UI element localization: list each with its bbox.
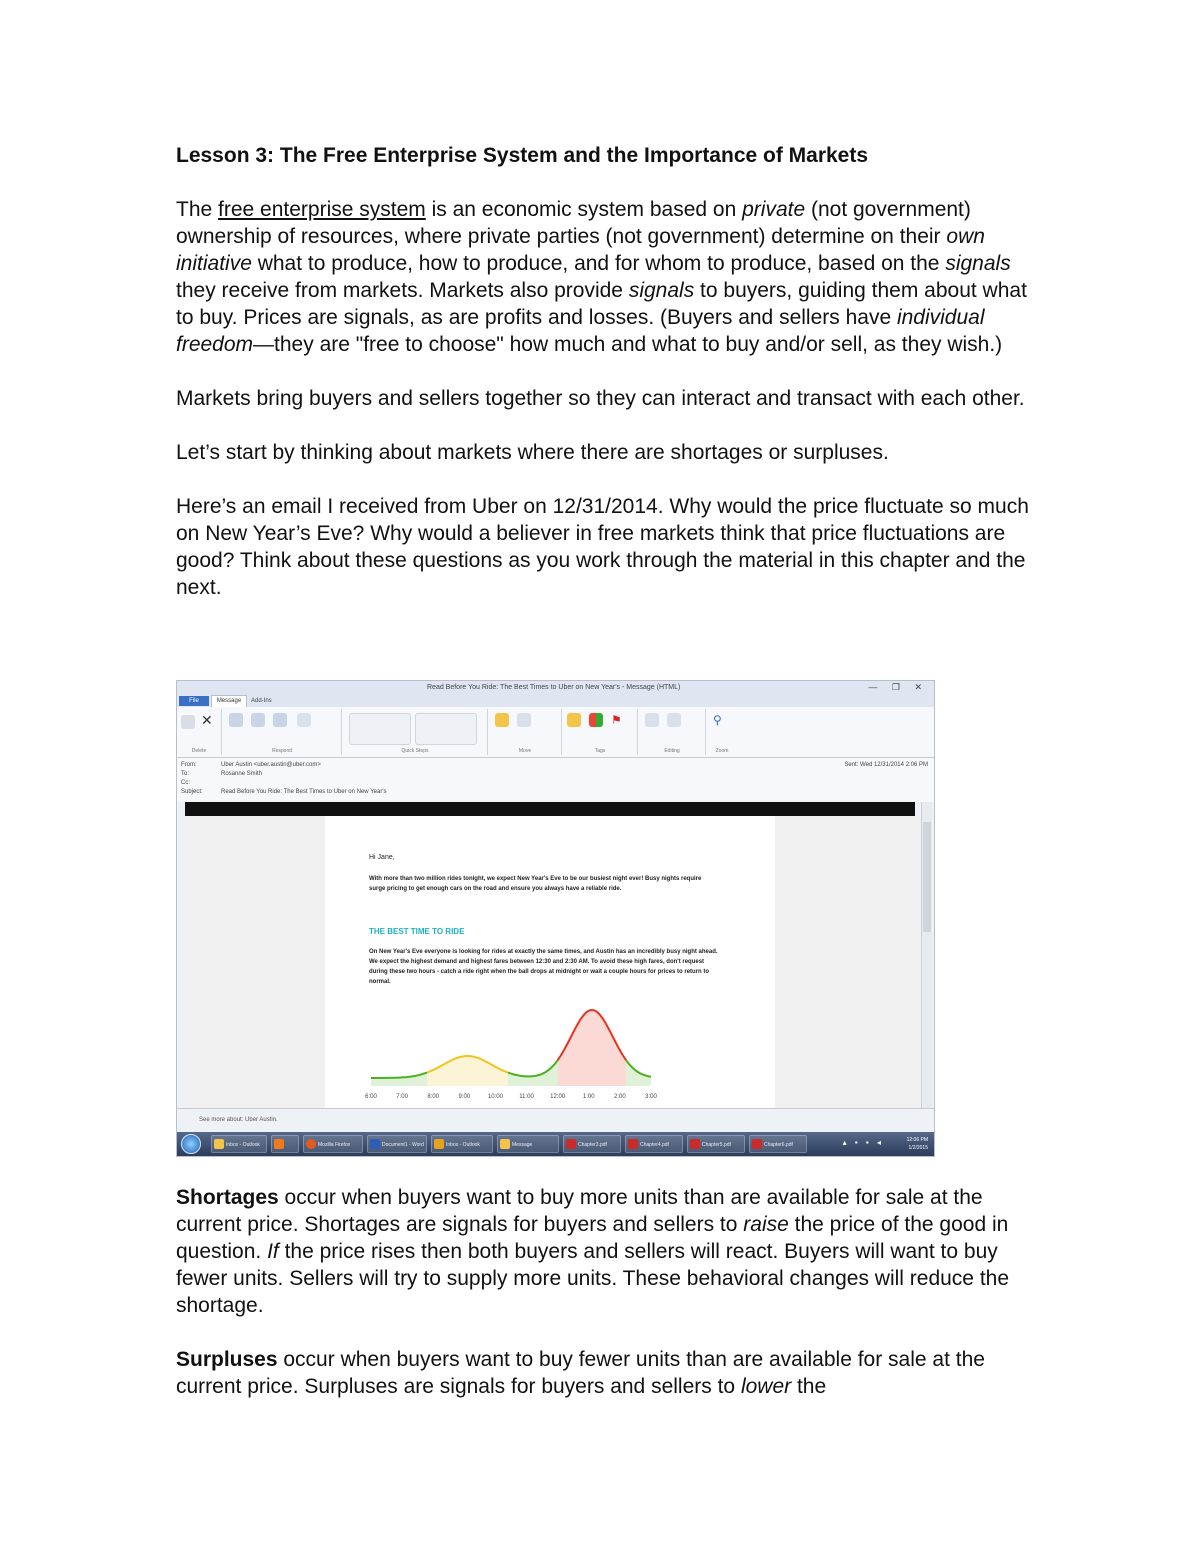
system-tray-icons[interactable]: ▴ ▪ ▪ ◂ [842, 1138, 884, 1147]
group-zoom: ⚲ Zoom [713, 713, 729, 754]
windows-taskbar [177, 1132, 934, 1156]
x-tick-label: 12:00 [550, 1094, 566, 1100]
x-tick-label: 3:00 [645, 1094, 657, 1100]
pdf-icon [690, 1139, 700, 1149]
outlook-screenshot [176, 680, 935, 1157]
media-player-icon [274, 1139, 284, 1149]
message-header: From: Uber Austin <uber.austin@uber.com> To: Rosanne Smith Cc: Subject: Read Before You Ride: The Best Times to Uber on New Year's Sent: Wed 12/31/2014 2:06 PM [177, 758, 934, 802]
window-title-bar [177, 681, 934, 695]
firefox-icon [306, 1139, 316, 1149]
email-body [325, 816, 775, 1108]
tab-add-ins[interactable]: Add-Ins [251, 698, 272, 704]
email-paragraph-2: On New Year's Eve everyone is looking for rides at exactly the same times, and Austin has an incredibly busy night ahead. We expect the highest demand and highest fares between 12:30 and 2:30 AM. To avoid these high fares, don't request during these two hours - catch a ride right when the ball drops at midnight or wait a couple hours for prices to return to normal. [369, 949, 718, 985]
quick-steps-gallery-2[interactable] [415, 713, 477, 745]
paragraph-uber-email: Here’s an email I received from Uber on 12/31/2014. Why would the price fluctuate so much on New Year’s Eve? Why would a believer in free markets think that price fluctuations are good? Think about these questions as you work through the material in this chapter and the next. [176, 495, 1029, 599]
tab-file[interactable]: File [179, 696, 209, 706]
zoom-icon[interactable]: ⚲ [713, 713, 722, 727]
document-body-bottom [176, 1184, 1036, 1427]
band-elevated [427, 1056, 508, 1086]
x-tick-label: 8:00 [427, 1094, 440, 1100]
taskbar-item[interactable]: Chapter5.pdf [687, 1135, 745, 1153]
paragraph-markets: Markets bring buyers and sellers together so they can interact and transact with each other. [176, 387, 1025, 410]
sent-time: Sent: Wed 12/31/2014 2:06 PM [844, 762, 928, 768]
tab-message[interactable]: Message [211, 695, 247, 708]
find-icon[interactable] [667, 713, 681, 727]
term-surpluses: Surpluses [176, 1348, 278, 1371]
taskbar-item[interactable]: Chapter6.pdf [749, 1135, 807, 1153]
taskbar-item[interactable]: Document1 - Word [367, 1135, 427, 1153]
taskbar-item[interactable]: Message [497, 1135, 559, 1153]
group-tags: ⚑ Tags [563, 709, 638, 755]
free-enterprise-link[interactable]: free enterprise system [218, 198, 426, 221]
document-body-top [176, 142, 1036, 628]
paragraph-shortages-intro: Let’s start by thinking about markets where there are shortages or surpluses. [176, 441, 889, 464]
group-quick-steps: Quick Steps [343, 709, 488, 755]
word-icon [370, 1139, 380, 1149]
delete-icon[interactable]: ✕ [201, 712, 213, 728]
email-banner [185, 802, 915, 816]
taskbar-item[interactable]: Inbox - Outlook [431, 1135, 493, 1153]
group-respond: Respond [223, 709, 342, 755]
x-tick-label: 2:00 [614, 1094, 626, 1100]
group-move: Move [489, 709, 562, 755]
status-text[interactable]: See more about: Uber Austin. [199, 1117, 278, 1123]
surge-chart [365, 996, 665, 1106]
paragraph-free-enterprise: The free enterprise system is an economic system based on private (not government) ownership of resources, where private parties (not government) determine on their own initiative what to produce, how to produce, and for whom to produce, based on the signals they receive from markets. Markets also provide signals to buyers, guiding them about what to buy. Prices are signals, as are profits and losses. (Buyers and sellers have individual freedom—they are "free to choose" how much and what to buy and/or sell, as they wish.) [176, 198, 1027, 356]
taskbar-clock[interactable]: 12:06 PM 1/2/2015 [906, 1137, 928, 1151]
x-tick-label: 10:00 [487, 1094, 503, 1100]
band-peak [558, 1010, 626, 1086]
message-icon [500, 1139, 510, 1149]
window-title: Read Before You Ride: The Best Times to Uber on New Year's - Message (HTML) [427, 684, 681, 691]
taskbar-item[interactable]: Chapter4.pdf [625, 1135, 683, 1153]
subject-field: Read Before You Ride: The Best Times to Uber on New Year's [221, 789, 387, 795]
reply-all-icon[interactable] [251, 713, 265, 727]
window-controls[interactable]: — ❐ ✕ [868, 682, 928, 692]
x-tick-label: 7:00 [396, 1094, 408, 1100]
flag-icon[interactable]: ⚑ [611, 713, 622, 727]
mark-unread-icon[interactable] [567, 713, 581, 727]
ribbon-tabs [177, 695, 934, 707]
pdf-icon [752, 1139, 762, 1149]
x-tick-label: 1:00 [582, 1094, 595, 1100]
ignore-icon[interactable] [181, 715, 195, 729]
taskbar-item[interactable]: Inbox - Outlook [211, 1135, 267, 1153]
taskbar-item[interactable]: Mozilla Firefox [303, 1135, 363, 1153]
x-tick-label: 6:00 [365, 1094, 377, 1100]
lesson-title: Lesson 3: The Free Enterprise System and the Importance of Markets [176, 144, 869, 167]
vertical-scrollbar[interactable] [921, 802, 932, 1108]
term-shortages: Shortages [176, 1186, 279, 1209]
to-field[interactable]: Rosanne Smith [221, 771, 263, 777]
pdf-icon [628, 1139, 638, 1149]
group-editing: Editing [639, 709, 706, 755]
band-normal [508, 1060, 558, 1086]
scrollbar-thumb[interactable] [923, 822, 931, 932]
email-paragraph-1: With more than two million rides tonight, we expect New Year's Eve to be our busiest night ever! Busy nights require surge pricing to get enough cars on the road and ensure you always have a reliable ride. [369, 876, 702, 892]
categorize-icon[interactable] [589, 713, 603, 727]
reply-icon[interactable] [229, 713, 243, 727]
taskbar-item[interactable] [271, 1135, 299, 1153]
quick-steps-gallery[interactable] [349, 713, 411, 745]
ribbon [177, 707, 934, 758]
group-delete: ✕ Delete [177, 709, 222, 755]
people-pane-bar [177, 1108, 934, 1133]
email-greeting: Hi Jane, [369, 854, 395, 861]
paragraph-surpluses: Surpluses occur when buyers want to buy fewer units than are available for sale at the current price. Surpluses are signals for buyers and sellers to lower the [176, 1348, 985, 1398]
email-heading: THE BEST TIME TO RIDE [369, 927, 465, 936]
taskbar-item[interactable]: Chapter3.pdf [563, 1135, 621, 1153]
pdf-icon [566, 1139, 576, 1149]
x-tick-label: 9:00 [458, 1094, 471, 1100]
x-tick-label: 11:00 [519, 1094, 534, 1100]
translate-icon[interactable] [645, 713, 659, 727]
from-field[interactable]: Uber Austin <uber.austin@uber.com> [221, 762, 321, 768]
forward-icon[interactable] [273, 713, 287, 727]
start-button[interactable] [181, 1134, 201, 1154]
move-icon[interactable] [495, 713, 509, 727]
folder-icon [214, 1139, 224, 1149]
meeting-icon[interactable] [297, 713, 311, 727]
rules-icon[interactable] [517, 713, 531, 727]
outlook-icon [434, 1139, 444, 1149]
paragraph-shortages: Shortages occur when buyers want to buy more units than are available for sale at the current price. Shortages are signals for buyers and sellers to raise the price of the good in question. If the price rises then both buyers and sellers will react. Buyers will want to buy fewer units. Sellers will try to supply more units. These behavioral changes will reduce the shortage. [176, 1186, 1010, 1317]
